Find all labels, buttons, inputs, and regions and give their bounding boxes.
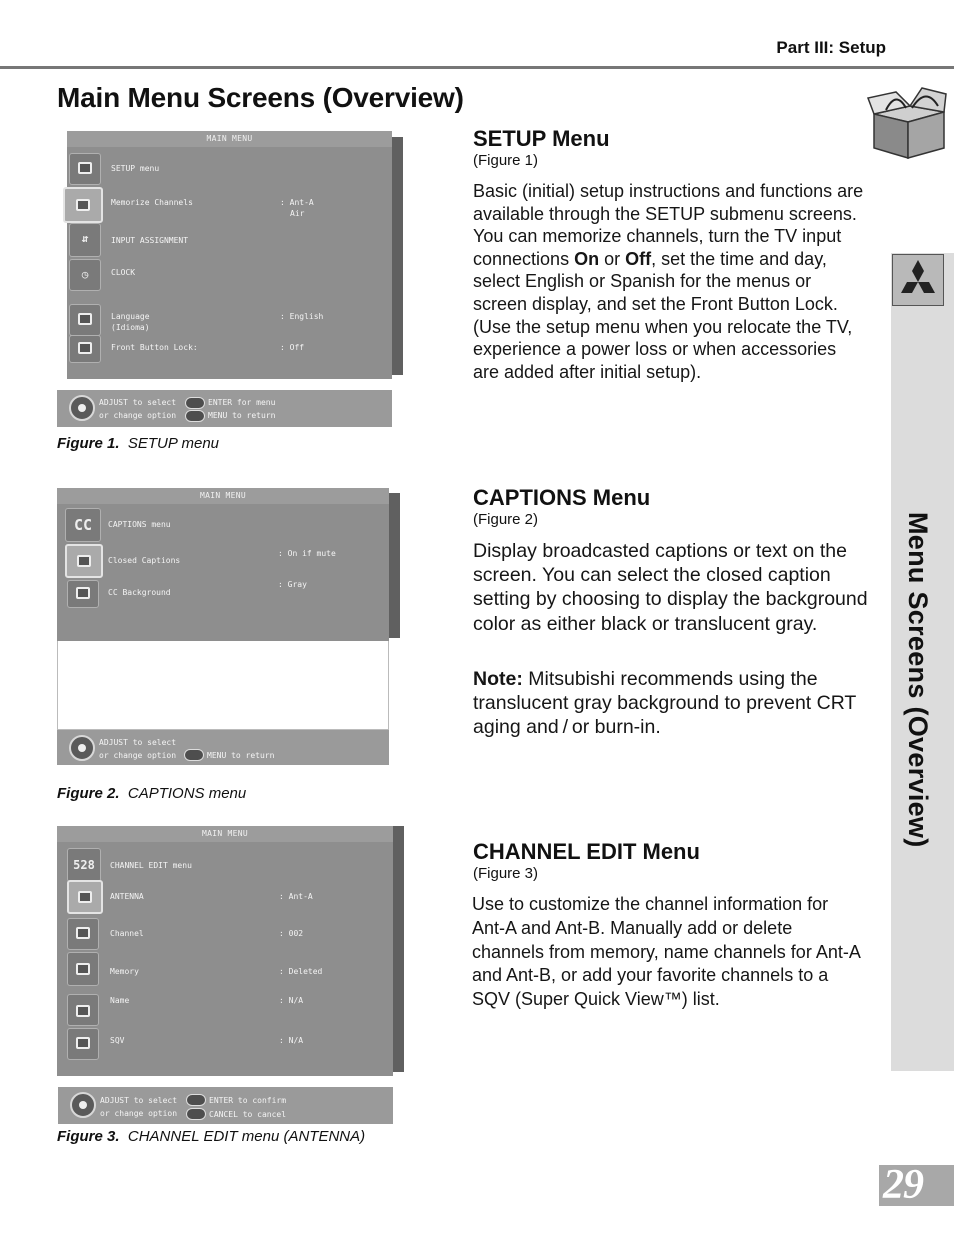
memorize-channels-icon[interactable] — [63, 187, 103, 223]
setup-menu-icon — [69, 153, 101, 185]
captions-preview-area — [57, 641, 389, 730]
footer-enter: ENTER for menu — [208, 398, 276, 407]
footer-enter: ENTER to confirm — [209, 1096, 287, 1105]
note-text: Mitsubishi recommends using the translucent gray background to prevent CRT aging and / or burn-in. — [473, 668, 856, 739]
menu-item-language[interactable]: Language — [111, 312, 150, 321]
channel-value: : 002 — [279, 929, 304, 938]
channel-edit-footer-bar — [58, 1087, 393, 1124]
screen-header: MAIN MENU — [57, 488, 389, 504]
footer-change: or change option — [100, 1109, 178, 1118]
menu-title: CAPTIONS menu — [108, 520, 171, 529]
enter-button-icon — [186, 1094, 206, 1106]
sqv-icon — [67, 1028, 99, 1060]
channel-edit-icon — [67, 848, 101, 882]
setup-menu-screen — [67, 131, 392, 379]
setup-text-a: Basic (initial) setup instructions and functions are available through the SETUP submenu screens. You can memorize channels, turn the TV input connections — [473, 181, 864, 269]
captions-footer-bar — [57, 730, 389, 765]
screen-header: MAIN MENU — [57, 826, 393, 842]
channel-icon-text: 528 — [73, 858, 95, 872]
menu-title: SETUP menu — [111, 164, 160, 173]
cc-icon: CC — [65, 508, 101, 542]
caption-label: Figure 3. — [57, 1128, 120, 1145]
mitsubishi-logo-icon — [892, 254, 944, 306]
sqv-value: : N/A — [279, 1036, 304, 1045]
language-value: : English — [280, 312, 324, 321]
figure-1-caption — [57, 435, 219, 452]
memory-value: : Deleted — [279, 967, 323, 976]
memorize-channels-value-2: Air — [290, 209, 305, 218]
footer-menu: MENU to return — [207, 751, 275, 760]
clock-icon: ◷ — [69, 259, 101, 291]
navigation-pad-icon — [70, 1092, 96, 1118]
menu-item-name[interactable]: Name — [110, 996, 130, 1005]
menu-item-memory[interactable]: Memory — [110, 967, 139, 976]
input-assignment-icon: ⇵ — [69, 223, 101, 257]
side-tab-text: Menu Screens (Overview) — [903, 512, 933, 848]
closed-captions-icon[interactable] — [65, 544, 103, 578]
footer-adjust: ADJUST to select — [99, 738, 177, 747]
tv-box-icon — [866, 84, 948, 162]
channel-icon — [67, 918, 99, 950]
caption-text: CAPTIONS menu — [127, 785, 247, 802]
menu-title: CHANNEL EDIT menu — [110, 861, 192, 870]
memorize-channels-value: : Ant-A — [280, 198, 314, 207]
captions-description: Display broadcasted captions or text on the screen. You can select the closed caption setting by choosing to display the background color as either black or translucent gray. — [473, 540, 868, 635]
menu-item-language-sub: (Idioma) — [111, 323, 150, 332]
footer-change: or change option — [99, 411, 177, 420]
front-button-lock-icon — [69, 335, 101, 363]
antenna-icon[interactable] — [67, 880, 103, 914]
menu-item-front-button-lock[interactable]: Front Button Lock: — [111, 343, 198, 352]
header-rule — [0, 66, 954, 69]
menu-item-channel[interactable]: Channel — [110, 929, 144, 938]
caption-text: CHANNEL EDIT menu (ANTENNA) — [127, 1128, 366, 1145]
antenna-value: : Ant-A — [279, 892, 313, 901]
figure-2-caption — [57, 785, 246, 802]
channel-edit-menu-screen — [57, 826, 393, 1076]
menu-item-input-assignment[interactable]: INPUT ASSIGNMENT — [111, 236, 189, 245]
menu-item-antenna[interactable]: ANTENNA — [110, 892, 144, 901]
cc-background-icon — [67, 580, 99, 608]
captions-figure-ref: (Figure 2) — [473, 511, 539, 528]
channel-edit-description: Use to customize the channel information for Ant-A and Ant-B. Manually add or delete channels from memory, name channels for Ant-A and Ant-B, or add your favorite channels to a SQV (Super Quick View™) list. — [472, 894, 860, 1010]
menu-item-cc-background[interactable]: CC Background — [108, 588, 171, 597]
setup-footer-bar — [57, 390, 392, 427]
figure-3-caption — [57, 1128, 365, 1145]
caption-text: SETUP menu — [127, 435, 220, 452]
screen-header: MAIN MENU — [67, 131, 392, 147]
enter-button-icon — [185, 397, 205, 409]
page-title: Main Menu Screens (Overview) — [57, 82, 464, 113]
memory-icon — [67, 952, 99, 986]
language-icon — [69, 304, 101, 336]
cc-background-value: : Gray — [278, 580, 307, 589]
captions-note — [473, 667, 871, 740]
footer-cancel: CANCEL to cancel — [209, 1110, 287, 1119]
caption-label: Figure 1. — [57, 435, 120, 452]
cancel-button-icon — [186, 1108, 206, 1120]
channel-edit-menu-heading: CHANNEL EDIT Menu — [473, 839, 700, 864]
part-label: Part III: Setup — [776, 38, 886, 57]
setup-menu-heading: SETUP Menu — [473, 126, 610, 151]
name-icon — [67, 994, 99, 1026]
menu-item-clock[interactable]: CLOCK — [111, 268, 136, 277]
footer-adjust: ADJUST to select — [99, 398, 177, 407]
setup-description — [473, 180, 865, 383]
setup-figure-ref: (Figure 1) — [473, 152, 539, 169]
navigation-pad-icon — [69, 735, 95, 761]
setup-text-or: or — [599, 248, 626, 269]
front-button-lock-value: : Off — [280, 343, 305, 352]
menu-button-icon — [185, 410, 205, 422]
note-label: Note: — [473, 668, 523, 690]
caption-label: Figure 2. — [57, 785, 120, 802]
footer-change: or change option — [99, 751, 177, 760]
setup-text-on: On — [574, 248, 600, 269]
captions-menu-screen — [57, 488, 389, 641]
page-number-badge — [879, 1162, 954, 1208]
menu-item-memorize-channels[interactable]: Memorize Channels — [111, 198, 193, 207]
setup-text-b: , set the time and day, select English or Spanish for the menus or screen display, and set the Front Button Lock. (Use the setup menu when you relocate the TV, experience a power loss or when accessories are added after initial setup). — [473, 248, 853, 382]
setup-text-off: Off — [625, 248, 652, 269]
channel-edit-figure-ref: (Figure 3) — [473, 865, 539, 882]
menu-item-sqv[interactable]: SQV — [110, 1036, 125, 1045]
navigation-pad-icon — [69, 395, 95, 421]
footer-adjust: ADJUST to select — [100, 1096, 178, 1105]
menu-button-icon — [184, 749, 204, 761]
captions-menu-heading: CAPTIONS Menu — [473, 485, 651, 510]
footer-menu: MENU to return — [208, 411, 276, 420]
name-value: : N/A — [279, 996, 304, 1005]
closed-captions-value: : On if mute — [278, 549, 336, 558]
menu-item-closed-captions[interactable]: Closed Captions — [108, 556, 181, 565]
page-number: 29 — [883, 1162, 923, 1208]
